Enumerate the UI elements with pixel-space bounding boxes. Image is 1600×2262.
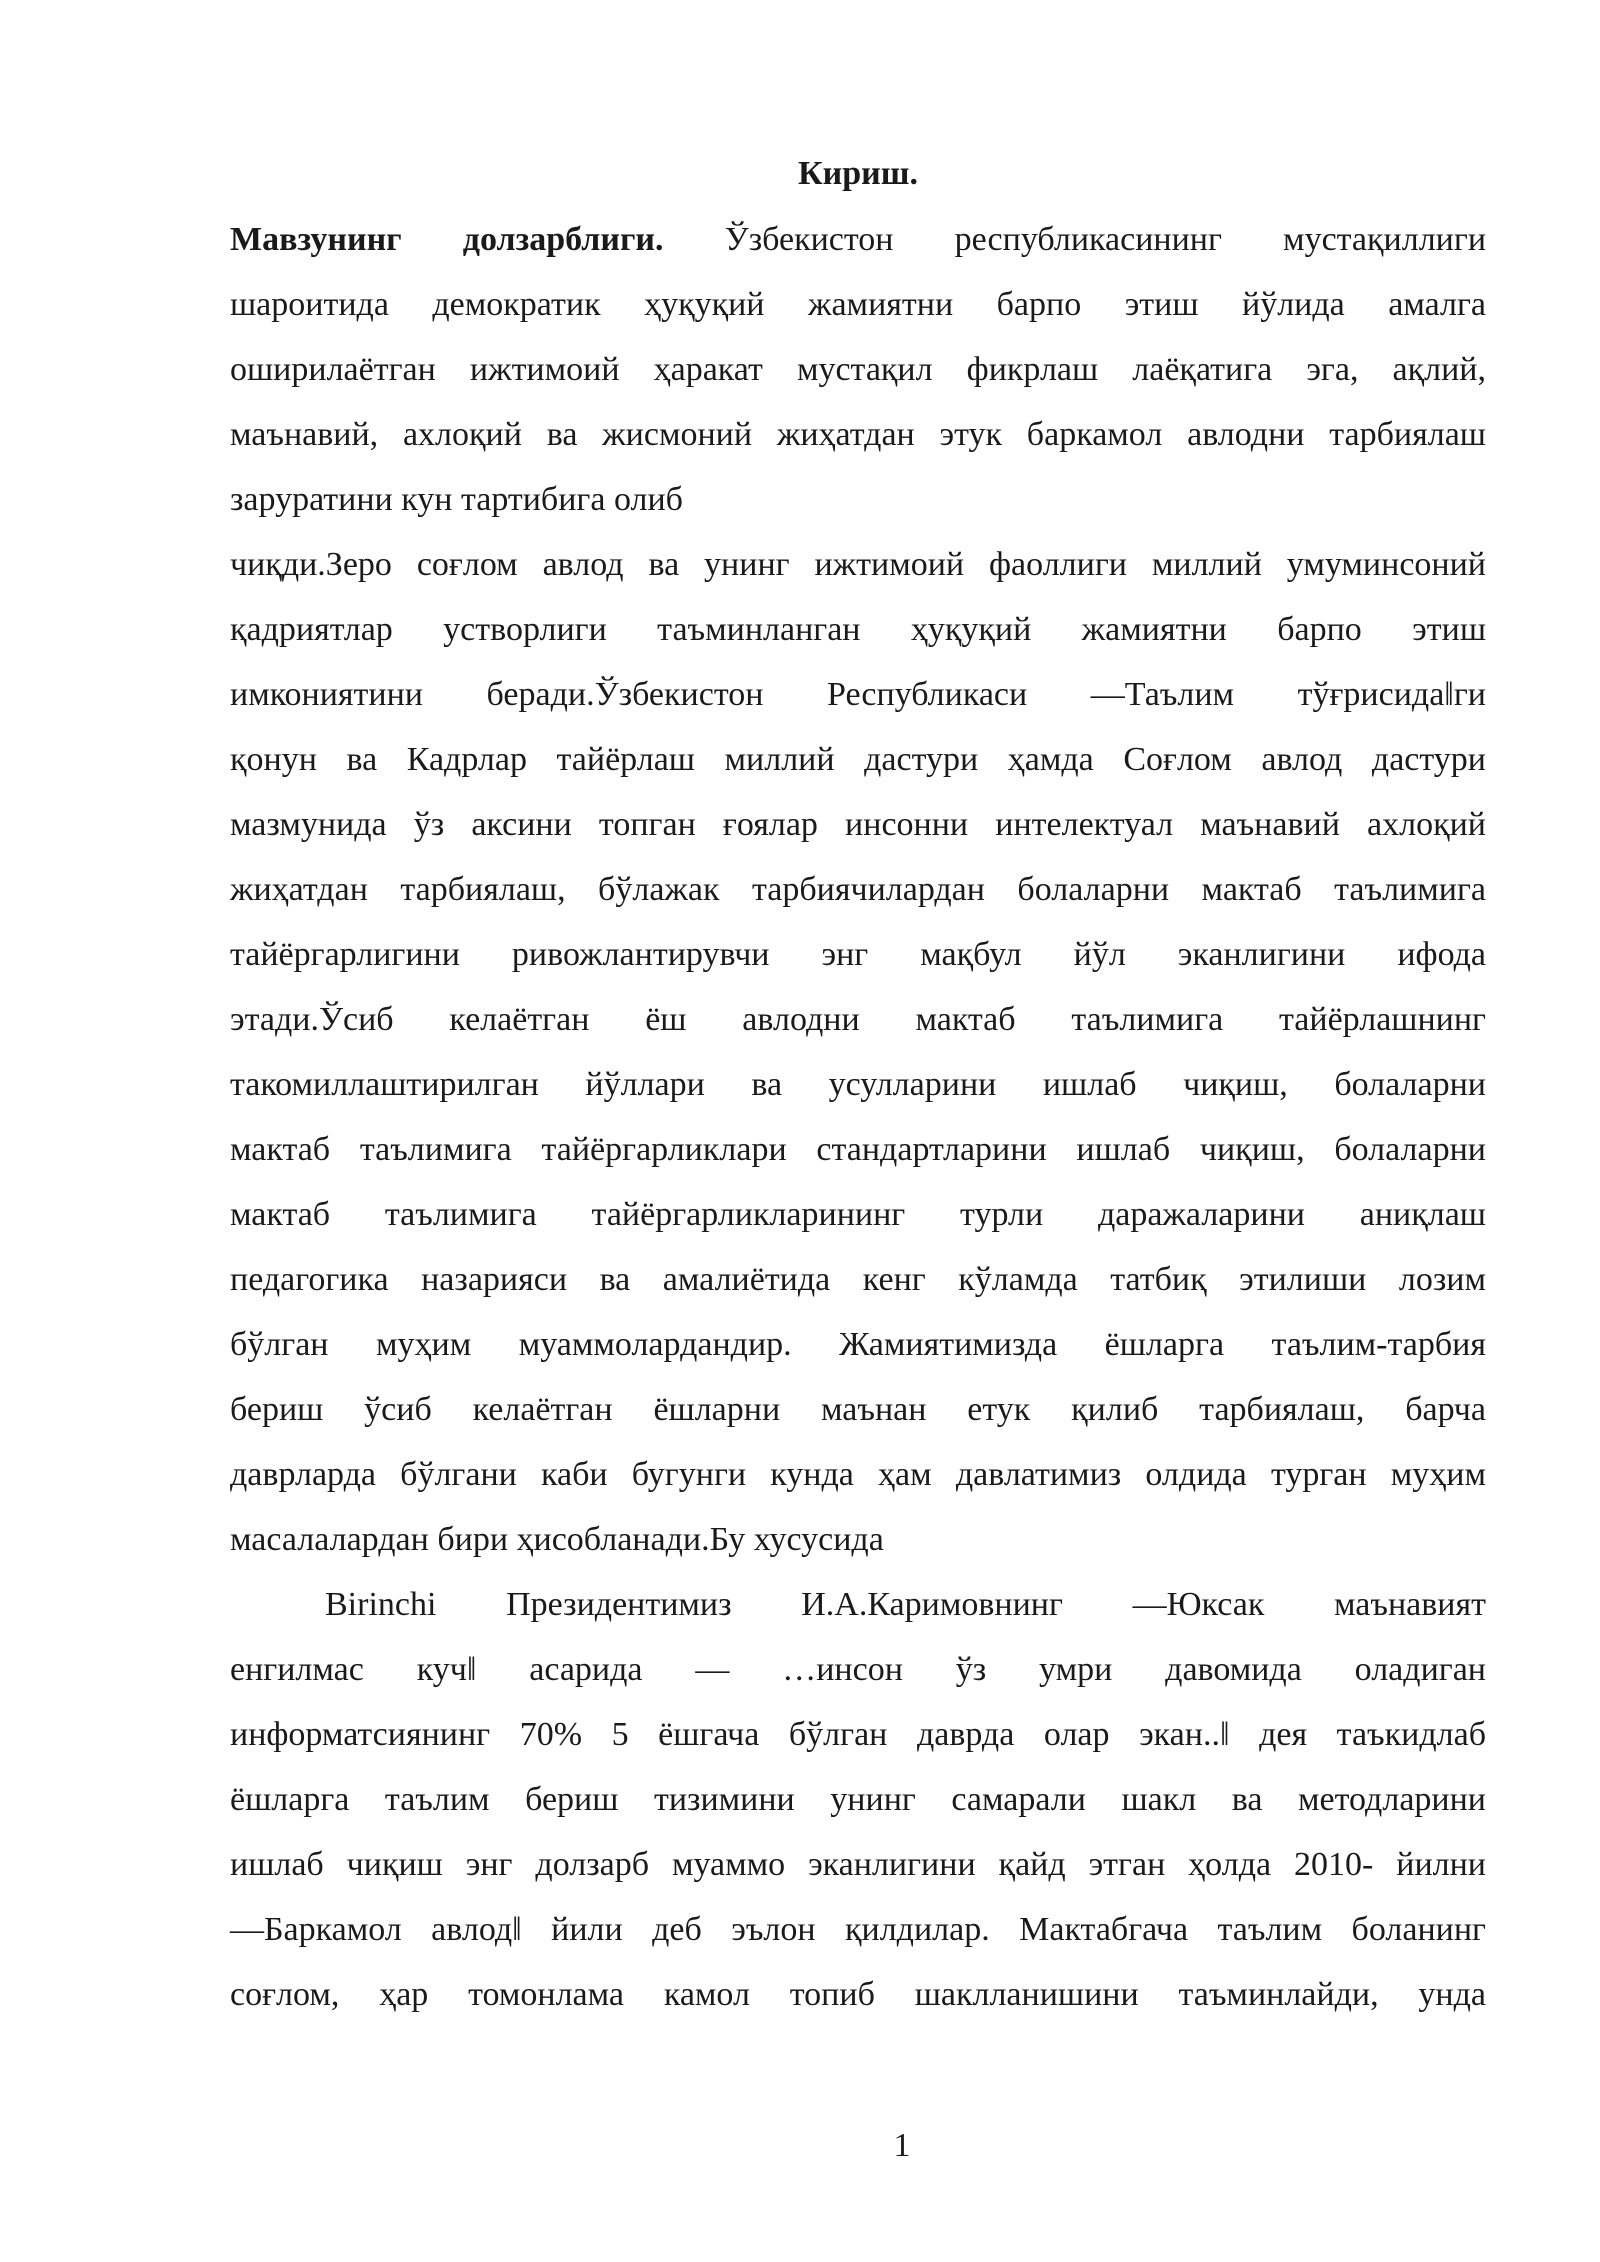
paragraph-line: соғлом, ҳар томонлама камол топиб шаклланишини таъминлайди, унда: [230, 1976, 1486, 2013]
paragraph-line: қонун ва Кадрлар тайёрлаш миллий дастури ҳамда Соғлом авлод дастури: [230, 741, 1486, 778]
paragraph-line: шароитида демократик ҳуқуқий жамиятни барпо этиш йўлида амалга: [230, 286, 1486, 323]
paragraph-line: ―Баркамол авлод‖ йили деб эълон қилдилар. Мактабгача таълим боланинг: [230, 1911, 1486, 1948]
paragraph-line: ёшларга таълим бериш тизимини унинг самарали шакл ва методларини: [230, 1781, 1486, 1818]
paragraph-line: жиҳатдан тарбиялаш, бўлажак тарбиячилардан болаларни мактаб таълимига: [230, 871, 1486, 908]
document-title: Кириш.: [798, 155, 918, 192]
page-number: 1: [893, 2127, 911, 2164]
paragraph-line: оширилаётган ижтимоий ҳаракат мустақил фикрлаш лаёқатига эга, ақлий,: [230, 351, 1486, 388]
paragraph-line: этади.Ўсиб келаётган ёш авлодни мактаб таълимига тайёрлашнинг: [230, 1001, 1486, 1038]
paragraph-line: чиқди.Зеро соғлом авлод ва унинг ижтимоий фаоллиги миллий умуминсоний: [230, 546, 1486, 583]
paragraph-line: масалалардан бири ҳисобланади.Бу хусусида: [230, 1521, 884, 1558]
paragraph-line: енгилмас куч‖ асарида ― …инсон ўз умри давомида оладиган: [230, 1651, 1486, 1688]
paragraph-line: ишлаб чиқиш энг долзарб муаммо эканлигини қайд этган ҳолда 2010- йилни: [230, 1846, 1486, 1883]
paragraph-line: имкониятини беради.Ўзбекистон Республикаси ―Таълим тўғрисида‖ги: [230, 676, 1486, 713]
paragraph-line: маънавий, ахлоқий ва жисмоний жиҳатдан этук баркамол авлодни тарбиялаш: [230, 416, 1486, 453]
paragraph-line: тайёргарлигини ривожлантирувчи энг мақбул йўл эканлигини ифода: [230, 936, 1486, 973]
section-heading: Мавзунинг долзарблиги.: [230, 221, 664, 258]
paragraph-line: заруратини кун тартибига олиб: [230, 481, 683, 518]
paragraph-line: мазмунида ўз аксини топган ғоялар инсонни интелектуал маънавий ахлоқий: [230, 806, 1486, 843]
paragraph-line: такомиллаштирилган йўллари ва усулларини ишлаб чиқиш, болаларни: [230, 1066, 1486, 1103]
paragraph-line: бўлган муҳим муаммолардандир. Жамиятимизда ёшларга таълим-тарбия: [230, 1326, 1486, 1363]
paragraph-line: [230, 218, 1486, 262]
paragraph-line: мактаб таълимига тайёргарликлари стандартларини ишлаб чиқиш, болаларни: [230, 1131, 1486, 1168]
paragraph-line: педагогика назарияси ва амалиётида кенг кўламда татбиқ этилиши лозим: [230, 1261, 1486, 1298]
paragraph-line: Birinchi Президентимиз И.А.Каримовнинг ―Юксак маънавият: [325, 1586, 1486, 1623]
paragraph-line: информатсиянинг 70% 5 ёшгача бўлган даврда олар экан..‖ дея таъкидлаб: [230, 1716, 1486, 1753]
paragraph-line: даврларда бўлгани каби бугунги кунда ҳам давлатимиз олдида турган муҳим: [230, 1456, 1486, 1493]
paragraph-line: бериш ўсиб келаётган ёшларни маънан етук қилиб тарбиялаш, барча: [230, 1391, 1486, 1428]
paragraph-line: мактаб таълимига тайёргарликларининг турли даражаларини аниқлаш: [230, 1196, 1486, 1233]
paragraph-line: қадриятлар устворлиги таъминланган ҳуқуқий жамиятни барпо этиш: [230, 611, 1486, 648]
line-text: Ўзбекистон республикасининг мустақиллиги: [724, 221, 1487, 258]
